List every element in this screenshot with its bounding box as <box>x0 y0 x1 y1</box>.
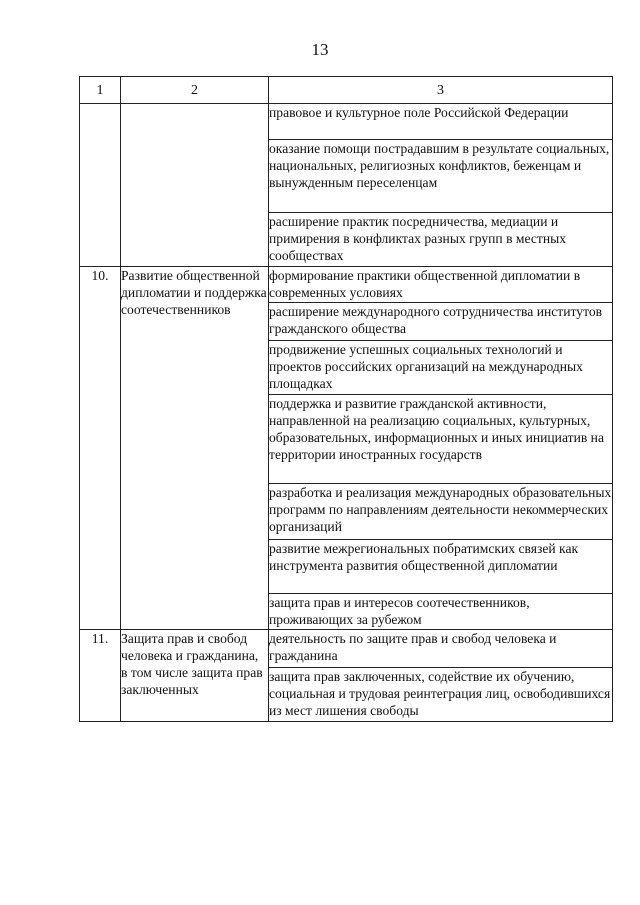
table-row <box>80 630 613 668</box>
activity-cell: оказание помощи пострадавшим в результате социальных, национальных, религиозных конфликтов, беженцам и вынужденным переселенцам <box>269 140 613 213</box>
activities-table <box>79 76 613 722</box>
activity-cell: развитие межрегиональных побратимских связей как инструмента развития общественной дипломатии <box>269 540 613 594</box>
activity-cell: деятельность по защите прав и свобод человека и гражданина <box>269 630 613 668</box>
activity-cell: разработка и реализация международных образовательных программ по направлениям деятельности некоммерческих организаций <box>269 484 613 540</box>
section-direction <box>121 104 269 267</box>
activity-cell: расширение международного сотрудничества институтов гражданского общества <box>269 303 613 341</box>
page-number: 13 <box>311 40 329 59</box>
column-header-number: 1 <box>80 77 121 104</box>
activity-cell: поддержка и развитие гражданской активности, направленной на реализацию социальных, культурных, образовательных, информационных и иных инициатив на территории иностранных государств <box>269 395 613 484</box>
section-direction: Развитие общественной дипломатии и поддержка соотечественников <box>121 267 269 630</box>
header-row <box>80 77 613 104</box>
section-number: 10. <box>80 267 121 630</box>
activity-cell: формирование практики общественной дипломатии в современных условиях <box>269 267 613 303</box>
activity-cell: продвижение успешных социальных технологий и проектов российских организаций на международных площадках <box>269 341 613 395</box>
column-header-direction: 2 <box>121 77 269 104</box>
table-row <box>80 267 613 303</box>
column-header-activities: 3 <box>269 77 613 104</box>
table-row <box>80 104 613 140</box>
section-direction: Защита прав и свобод человека и гражданина, в том числе защита прав заключенных <box>121 630 269 722</box>
activity-cell: расширение практик посредничества, медиации и примирения в конфликтах разных групп в местных сообществах <box>269 213 613 267</box>
activity-cell: защита прав заключенных, содействие их обучению, социальная и трудовая реинтеграция лиц, освободившихся из мест лишения свободы <box>269 668 613 722</box>
activity-cell: правовое и культурное поле Российской Федерации <box>269 104 613 140</box>
activity-cell: защита прав и интересов соотечественников, проживающих за рубежом <box>269 594 613 630</box>
section-number <box>80 104 121 267</box>
section-number: 11. <box>80 630 121 722</box>
